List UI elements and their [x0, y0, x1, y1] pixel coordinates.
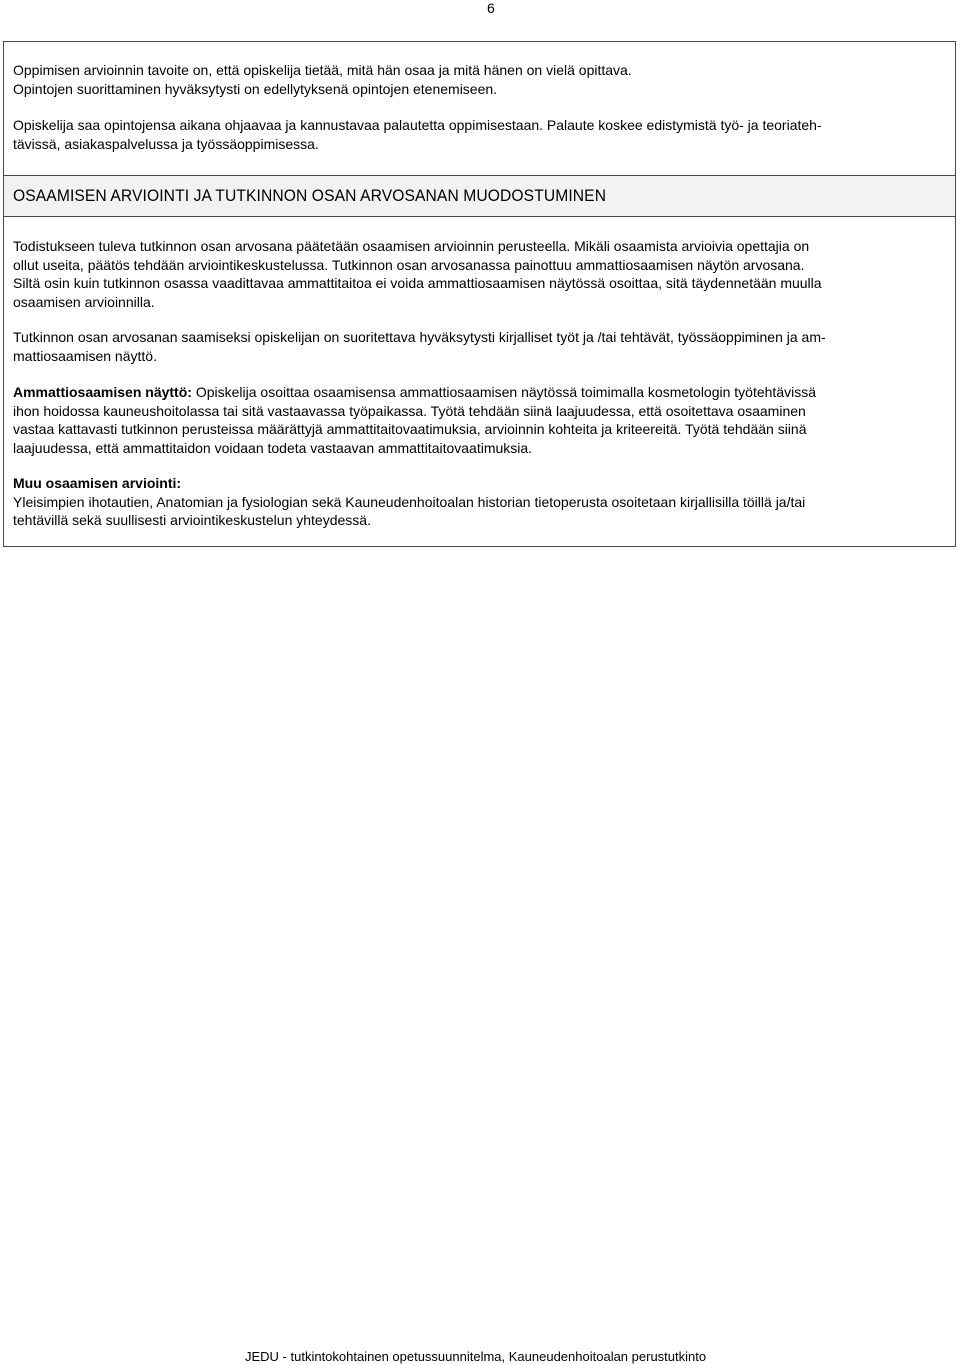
assessment-section: [4, 217, 955, 546]
text-line: ihon hoidossa kauneushoitolassa tai sitä vastaavassa työpaikassa. Työtä tehdään siinä laajuudessa, että osoitettava osaaminen: [13, 402, 806, 419]
body-paragraph-1: [13, 237, 948, 311]
text-line: Opiskelija saa opintojensa aikana ohjaavaa ja kannustavaa palautetta oppimisestaan. Palaute koskee edistymistä työ- ja teoriateh-: [13, 117, 822, 133]
demonstration-text: Opiskelija osoittaa osaamisensa ammattiosaamisen näytössä toimimalla kosmetologin työtehtävissä: [191, 384, 817, 400]
content-frame: [3, 41, 956, 547]
text-line: Opintojen suorittaminen hyväksytysti on edellytyksenä opintojen etenemiseen.: [13, 80, 498, 97]
section-heading-bar: [4, 175, 955, 217]
body-paragraph-2: [13, 328, 948, 365]
text-line: mattiosaamisen näyttö.: [13, 347, 157, 364]
text-line: tehtävillä sekä suullisesti arviointikeskustelun yhteydessä.: [13, 512, 371, 528]
text-line: Yleisimpien ihotautien, Anatomian ja fysiologian sekä Kauneudenhoitoalan historian tietoperusta osoitetaan kirjallisilla töillä ja/tai: [13, 493, 806, 510]
demonstration-label: Ammattiosaamisen näyttö:: [13, 384, 192, 400]
intro-section: [4, 42, 955, 175]
page-number: 6: [487, 0, 495, 16]
text-line: ollut useita, päätös tehdään arviointikeskustelussa. Tutkinnon osan arvosanassa painottuu ammattiosaamisen näytön arvosana.: [13, 256, 805, 273]
text-line: Siltä osin kuin tutkinnon osassa vaadittavaa ammattitaitoa ei voida ammattiosaamisen näytössä osoittaa, sitä täydennetään muulla: [13, 275, 822, 291]
text-line: [13, 383, 948, 402]
text-line: Tutkinnon osan arvosanan saamiseksi opiskelijan on suoritettava hyväksytysti kirjalliset työt ja /tai tehtävät, työssäoppiminen ja am-: [13, 329, 826, 345]
text-line: Todistukseen tuleva tutkinnon osan arvosana päätetään osaamisen arvioinnin perusteella. Mikäli osaamista arvioivia opettajia on: [13, 238, 810, 254]
page-footer: JEDU - tutkintokohtainen opetussuunnitelma, Kauneudenhoitoalan perustutkinto: [245, 1349, 707, 1364]
text-line: vastaa kattavasti tutkinnon perusteissa määrättyjä ammattitaitovaatimuksia, arvioinnin kohteita ja kriteereitä. Työtä tehdään siinä: [13, 421, 807, 437]
body-paragraph-3: [13, 383, 948, 457]
text-line: laajuudessa, että ammattitaidon voidaan todeta vastaavan ammattitaitovaatimuksia.: [13, 439, 533, 456]
other-assessment-label: Muu osaamisen arviointi:: [13, 475, 182, 491]
text-line: Oppimisen arvioinnin tavoite on, että opiskelija tietää, mitä hän osaa ja mitä hänen on vielä opittava.: [13, 62, 632, 78]
text-line: osaamisen arvioinnilla.: [13, 293, 155, 310]
body-paragraph-4: [13, 474, 948, 530]
section-heading: OSAAMISEN ARVIOINTI JA TUTKINNON OSAN ARVOSANAN MUODOSTUMINEN: [13, 186, 607, 205]
intro-paragraph-1: [13, 61, 948, 98]
intro-paragraph-2: [13, 116, 948, 153]
text-line: tävissä, asiakaspalvelussa ja työssäoppimisessa.: [13, 135, 319, 152]
